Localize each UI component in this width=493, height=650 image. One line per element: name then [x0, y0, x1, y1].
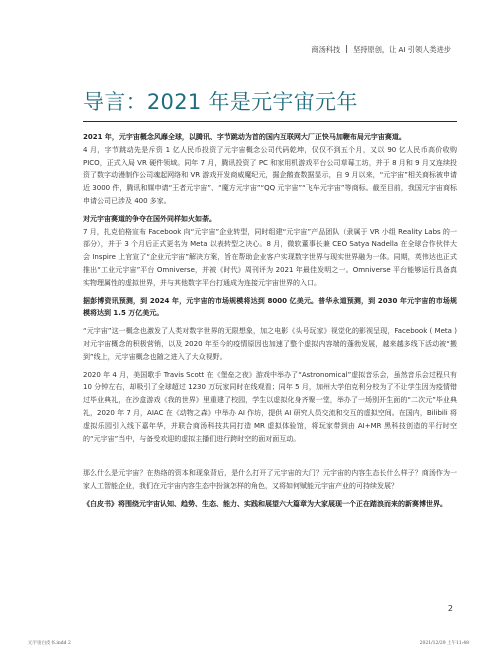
- paragraph-questions: 那么什么是元宇宙？在热络的资本和现象背后，是什么打开了元宇宙的大门？元宇宙的内容生态长什么样子？商汤作为一家人工智能企业，我们在元宇宙内容生态中扮演怎样的角色，又将如何赋能元宇宙产业的可持续发展？: [83, 469, 457, 491]
- article-body: [83, 131, 457, 511]
- page-title: 导言：2021 年是元宇宙元年: [83, 90, 358, 114]
- paragraph-whitepaper-outline: 《白皮书》将围绕元宇宙认知、趋势、生态、能力、实践和展望六大篇章为大家展现一个正在踏浪而来的新赛博世界。: [83, 499, 447, 508]
- page-number: 2: [447, 604, 453, 613]
- paragraph-overseas-moves: 7 月，扎克伯格宣布 Facebook 向“元宇宙”企业转型，同时组建“元宇宙”产品团队（隶属于 VR 小组 Reality Labs 的一部分），并于 3 个月后正式更名为 Meta 以表转型之决心。8 月，微软董事长兼 CEO Satya Nadella 在全球合作伙伴大会 Inspire 上官宣了“企业元宇宙”解决方案，旨在帮助企业客户实现数字世界与现实世界融为一体。同期，英伟达也正式推出“工业元宇宙”平台 Omniverse，并被《时代》周刊评为 2021 年最佳发明之一。Omniverse 平台能够运行具备真实物理属性的虚拟世界，并与其他数字平台打通成为连接元宇宙世界的入口。: [83, 227, 457, 287]
- header-divider: [346, 45, 347, 53]
- paragraph-public-awareness: “元宇宙”这一概念也激发了人类对数字世界的无限想象，加之电影《头号玩家》视觉化的影视呈现，Facebook ( Meta ) 对元宇宙概念的积极营销，以及 2020 年至今的疫情原因也加速了整个虚拟内容端的蓬勃发展，越来越多线下活动被“搬到”线上，元宇宙概念也随之进入了大众视野。: [83, 327, 457, 361]
- paragraph-intro-headline: 2021 年，元宇宙概念风靡全球，以腾讯、字节跳动为首的国内互联网大厂正快马加鞭布局元宇宙赛道。: [83, 133, 406, 141]
- header-brand: 商汤科技: [311, 45, 341, 54]
- paragraph-overseas-headline: 对元宇宙赛道的争夺在国外同样如火如荼。: [83, 214, 216, 223]
- header-slogan: 坚持原创，让 AI 引领人类进步: [353, 45, 451, 54]
- paragraph-market-forecast: 据彭博资讯预测，到 2024 年，元宇宙的市场规模将达到 8000 亿美元。普华永道预测，到 2030 年元宇宙的市场规模将达到 1.5 万亿美元。: [83, 296, 457, 318]
- title-underline: [83, 121, 457, 122]
- paragraph-domestic-investment: 4 月，字节跳动先是斥资 1 亿人民币投资了元宇宙概念公司代码乾坤，仅仅不到五个月，又以 90 亿人民币高价收购 PICO，正式入局 VR 硬件领域。同年 7 月，腾讯投资了 PC 和家用机游戏平台公司草莓工坊，并于 8 月和 9 月又连续投资了数字动漫制作公司魂起网络和 VR 游戏开发商威魔纪元，掘企鹅查数据显示，自 9 月以来，“元宇宙”相关商标被申请近 3000 件，腾讯和媒申请“王者元宇宙”、“魔方元宇宙”“QQ 元宇宙”“飞车元宇宙”等商标。截至目前，我国元宇宙商标申请公司已涉及 400 多家。: [83, 145, 457, 205]
- page-header: [311, 45, 451, 55]
- paragraph-virtual-events: 2020 年 4 月，美国歌手 Travis Scott 在《堡垒之夜》游戏中举办了“Astronomical”虚拟音乐会，虽然音乐会过程只有 10 分钟左右，却吸引了全球超过 1230 万玩家同时在线观看；同年 5 月，加州大学伯克利分校为了不让学生因为疫情错过毕业典礼，在沙盒游戏《我的世界》里重建了校园，学生以虚拟化身齐聚一堂，举办了一场别开生面的“二次元”毕业典礼，2020 年 7 月，AIAC 在《动物之森》中举办 AI 作坊，提供 AI 研究人员交流和交互的虚拟空间。在国内，Bilibili 将虚拟乐园引入线下嘉年华，并联合商汤科技共同打造 MR 虚拟体验馆，将玩家带到由 AI+MR 黑科技创造的平行时空的“元宇宙”当中，与备受欢迎的虚拟主播们进行跨时空的面对面互动。: [83, 370, 457, 443]
- footer-timestamp: 2021/12/29 上午11:48: [419, 641, 469, 646]
- footer-file-name: 元宇宙白皮书.indd 2: [28, 641, 71, 646]
